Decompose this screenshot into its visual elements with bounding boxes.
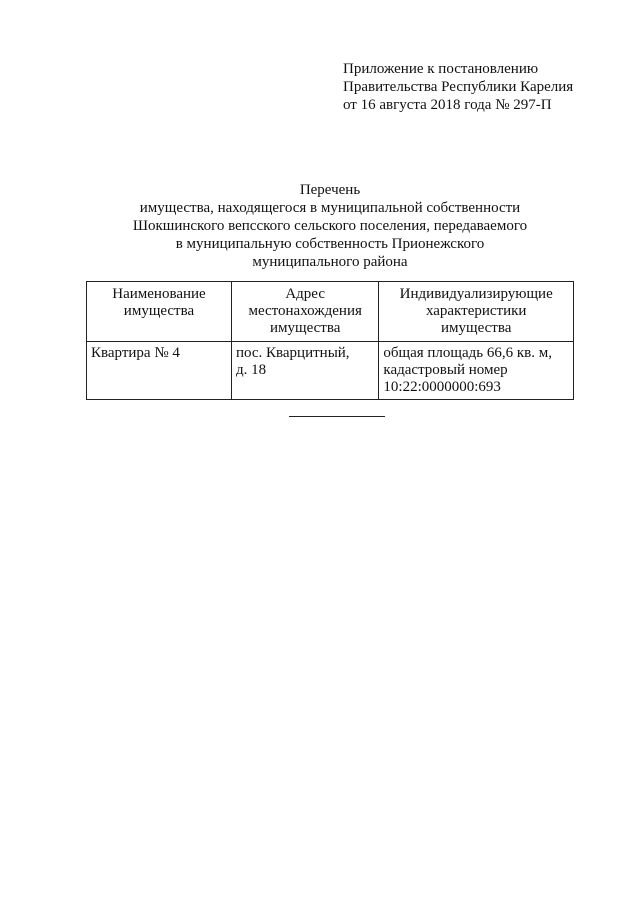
annex-line-2: Правительства Республики Карелия	[343, 79, 574, 95]
cell-name-line: Квартира № 4	[91, 345, 180, 361]
cell-characteristics	[379, 342, 574, 400]
table-row	[87, 342, 574, 400]
cell-address-line: пос. Кварцитный,	[235, 345, 350, 361]
cell-characteristics-line: общая площадь 66,6 кв. м,	[383, 345, 552, 361]
header-address-line: Адрес	[285, 286, 325, 302]
title-line-5: муниципального района	[252, 254, 408, 270]
table-header-row	[87, 282, 574, 342]
header-name	[87, 282, 232, 342]
cell-address	[231, 342, 378, 400]
header-address-line: имущества	[270, 320, 341, 336]
header-characteristics-line: характеристики	[425, 303, 527, 319]
annex-line-1: Приложение к постановлению	[343, 61, 539, 77]
annex-line-3: от 16 августа 2018 года № 297-П	[343, 97, 552, 113]
title-line-2: имущества, находящегося в муниципальной собственности	[139, 200, 521, 216]
cell-characteristics-line: кадастровый номер	[383, 362, 508, 378]
annex-header	[343, 60, 623, 114]
document-title	[80, 181, 580, 271]
header-characteristics-line: Индивидуализирующие	[399, 286, 553, 302]
header-name-line: Наименование	[112, 286, 206, 302]
cell-name	[87, 342, 232, 400]
header-name-line: имущества	[123, 303, 195, 319]
header-address	[231, 282, 378, 342]
cell-characteristics-line: 10:22:0000000:693	[383, 379, 501, 395]
title-line-4: в муниципальную собственность Прионежского	[175, 236, 485, 252]
cell-address-line: д. 18	[235, 362, 267, 378]
header-characteristics	[379, 282, 574, 342]
end-divider-line	[289, 416, 385, 417]
header-characteristics-line: имущества	[441, 320, 512, 336]
title-line-3: Шокшинского вепсского сельского поселения, передаваемого	[132, 218, 528, 234]
title-line-1: Перечень	[299, 182, 361, 198]
property-table	[86, 281, 574, 400]
header-address-line: местонахождения	[248, 303, 362, 319]
